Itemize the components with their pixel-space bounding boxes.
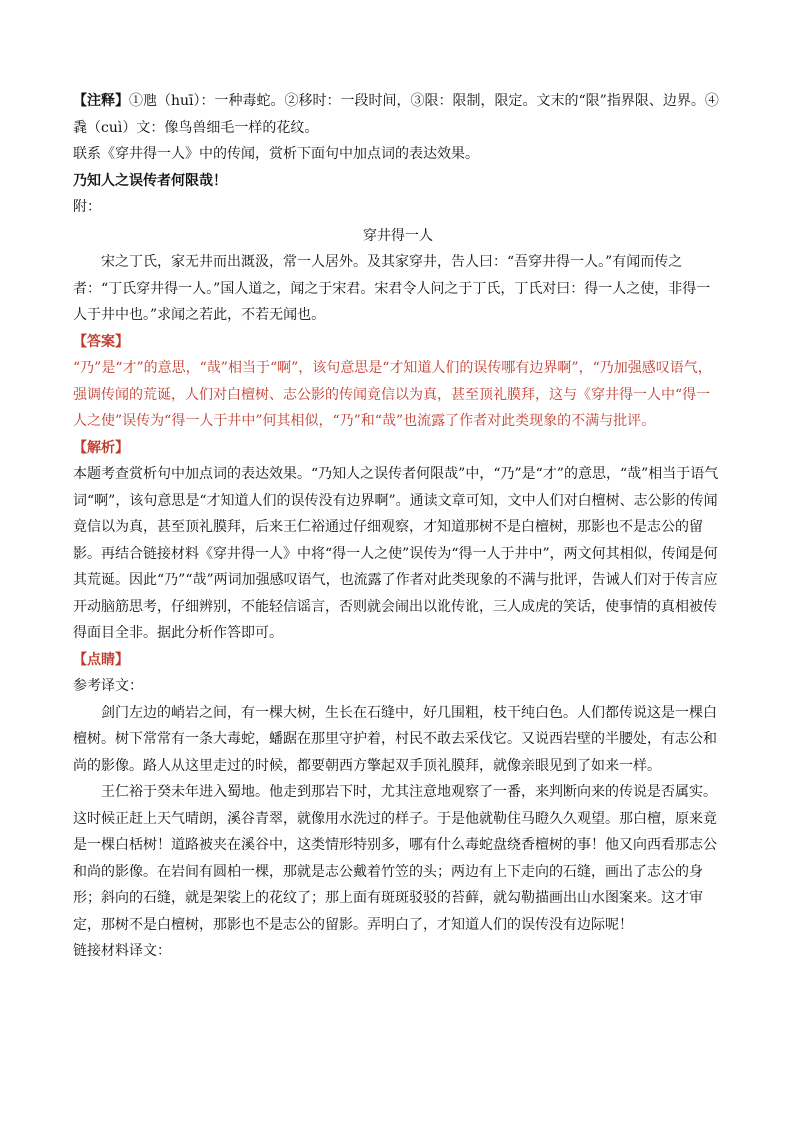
highlight-heading: 【点睛】 <box>73 651 129 668</box>
notes-paragraph <box>73 88 723 141</box>
question-text: 联系《穿井得一人》中的传闻，赏析下面句中加点词的表达效果。 <box>73 146 479 162</box>
analysis-text: 本题考查赏析句中加点词的表达效果。“乃知人之误传者何限哉”中，“乃”是“才”的意思，“哉”相当于语气词“啊”，该句意思是“才知道人们的误传没有边界啊”。通读文章可知，文中人们对白檀树、志公影的传闻竟信以为真，甚至顶礼膜拜，后来王仁裕通过仔细观察，才知道那树不是白檀树，那影也不是志公的留影。再结合链接材料《穿井得一人》中将“得一人之使”误传为“得一人于井中”，两文何其相似，传闻是何其荒诞。因此“乃”“哉”两词加强感叹语气，也流露了作者对此类现象的不满与批评，告诫人们对于传言应开动脑筋思考，仔细辨别，不能轻信谣言，否则就会闹出以讹传讹，三人成虎的笑话，使事情的真相被传得面目全非。据此分析作答即可。 <box>73 466 719 641</box>
notes-text: ①虺（huī）：一种毒蛇。②移时：一段时间，③限：限制，限定。文末的“限”指界限、边界。④毳（cuì）文：像鸟兽细毛一样的花纹。 <box>73 93 719 136</box>
quoted-sentence: 乃知人之误传者何限哉！ <box>73 172 227 189</box>
reference-translation-label: 参考译文： <box>73 678 143 694</box>
story-title: 穿井得一人 <box>363 227 433 244</box>
document-page <box>73 88 723 965</box>
link-material-label: 链接材料译文： <box>73 943 171 959</box>
notes-label: 【注释】 <box>73 93 129 109</box>
translation-paragraph-2: 王仁裕于癸未年进入蜀地。他走到那岩下时，尤其注意地观察了一番，来判断向来的传说是否属实。这时候正赶上天气晴朗，溪谷青翠，就像用水洗过的样子。于是他就勒住马瞪久久观望。那白檀，原来竟是一棵白栝树！道路被夹在溪谷中，这类情形特别多，哪有什么毒蛇盘绕香檀树的事！他又向西看那志公和尚的影像。在岩间有圆柏一棵，那就是志公戴着竹笠的头；两边有上下走向的石缝，画出了志公的身形；斜向的石缝，就是架裟上的花纹了；那上面有斑斑驳驳的苔藓，就勾勒描画出山水图案来。这才审定，那树不是白檀树，那影也不是志公的留影。弄明白了，才知道人们的误传没有边际呢！ <box>73 784 717 933</box>
answer-text: “乃”是“才”的意思，“哉”相当于“啊”，该句意思是“才知道人们的误传哪有边界啊”，“乃加强感叹语气，强调传闻的荒诞，人们对白檀树、志公影的传闻竟信以为真，甚至顶礼膜拜，这与《穿井得一人中“得一人之使”误传为“得一人于井中”何其相似，“乃”和“哉”也流露了作者对此类现象的不满与批评。 <box>73 360 712 429</box>
translation-paragraph-1: 剑门左边的峭岩之间，有一棵大树，生长在石缝中，好几围粗，枝干纯白色。人们都传说这是一棵白檀树。树下常常有一条大毒蛇，蟠踞在那里守护着，村民不敢去采伐它。又说西岩壁的半腰处，有志公和尚的影像。路人从这里走过的时候，都要朝西方擎起双手顶礼膜拜，就像亲眼见到了如来一样。 <box>73 704 717 774</box>
answer-heading: 【答案】 <box>73 333 129 350</box>
analysis-heading: 【解析】 <box>73 439 129 456</box>
story-body: 宋之丁氏，家无井而出溉汲，常一人居外。及其家穿井，告人曰：“吾穿井得一人。”有闻而传之者：“丁氏穿井得一人。”国人道之，闻之于宋君。宋君令人问之于丁氏，丁氏对曰：得一人之使，非得一人于井中也。”求闻之若此，不若无闻也。 <box>73 254 711 323</box>
appendix-label: 附： <box>73 199 101 215</box>
